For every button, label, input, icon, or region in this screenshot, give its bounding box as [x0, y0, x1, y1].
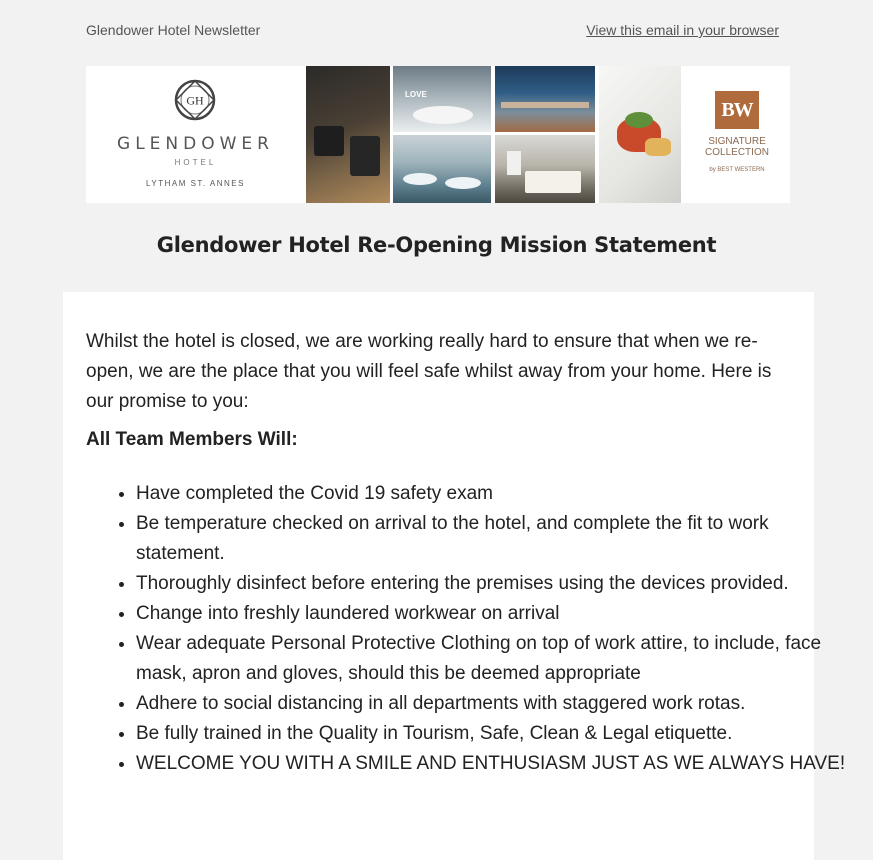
bw-line2: COLLECTION [705, 147, 769, 158]
bw-line1: SIGNATURE [708, 136, 766, 147]
list-item: • Be temperature checked on arrival to the hotel, and complete the fit to work statement. [136, 509, 846, 569]
photo-bedroom [495, 135, 595, 203]
newsletter-title: Glendower Hotel Newsletter [86, 22, 261, 38]
hotel-wordmark: GLENDOWER [117, 134, 274, 154]
list-item: • Change into freshly laundered workwear on arrival [136, 599, 846, 629]
list-item: • WELCOME YOU WITH A SMILE AND ENTHUSIASM JUST AS WE ALWAYS HAVE! [136, 749, 846, 779]
gh-monogram-icon [173, 78, 217, 122]
photo-dish [599, 66, 681, 203]
best-western-logo [684, 66, 790, 203]
svg-text:GH: GH [186, 93, 204, 108]
page-title: Glendower Hotel Re-Opening Mission Statement [156, 233, 717, 257]
list-item: • Be fully trained in the Quality in Tourism, Safe, Clean & Legal etiquette. [136, 719, 846, 749]
bw-byline: by BEST WESTERN [709, 167, 765, 173]
promise-list [86, 479, 846, 779]
list-item: • Thoroughly disinfect before entering the premises using the devices provided. [136, 569, 846, 599]
view-in-browser-link[interactable]: View this email in your browser [586, 22, 779, 38]
header-banner [86, 66, 790, 203]
team-heading: All Team Members Will: [86, 429, 298, 450]
photo-bar [495, 66, 595, 132]
list-item: • Have completed the Covid 19 safety exam [136, 479, 846, 509]
bw-badge: BW [715, 91, 759, 129]
hotel-location: LYTHAM ST. ANNES [146, 179, 245, 188]
glendower-logo [86, 66, 305, 203]
photo-restaurant [393, 135, 491, 203]
preheader [86, 22, 779, 38]
list-item: • Wear adequate Personal Protective Clothing on top of work attire, to include, face mask, apron and gloves, should this be deemed appropriate [136, 629, 846, 689]
love-sign: LOVE [405, 90, 427, 99]
photo-function-room [393, 66, 491, 132]
content-card [63, 292, 846, 860]
list-item: • Adhere to social distancing in all departments with staggered work rotas. [136, 689, 846, 719]
photo-lounge [306, 66, 390, 203]
hotel-subtitle: HOTEL [174, 158, 217, 167]
intro-paragraph: Whilst the hotel is closed, we are working really hard to ensure that when we re-open, we are the place that you will feel safe whilst away from your home. Here is our promise to you: [86, 331, 772, 412]
bw-signature-collection [684, 136, 790, 158]
